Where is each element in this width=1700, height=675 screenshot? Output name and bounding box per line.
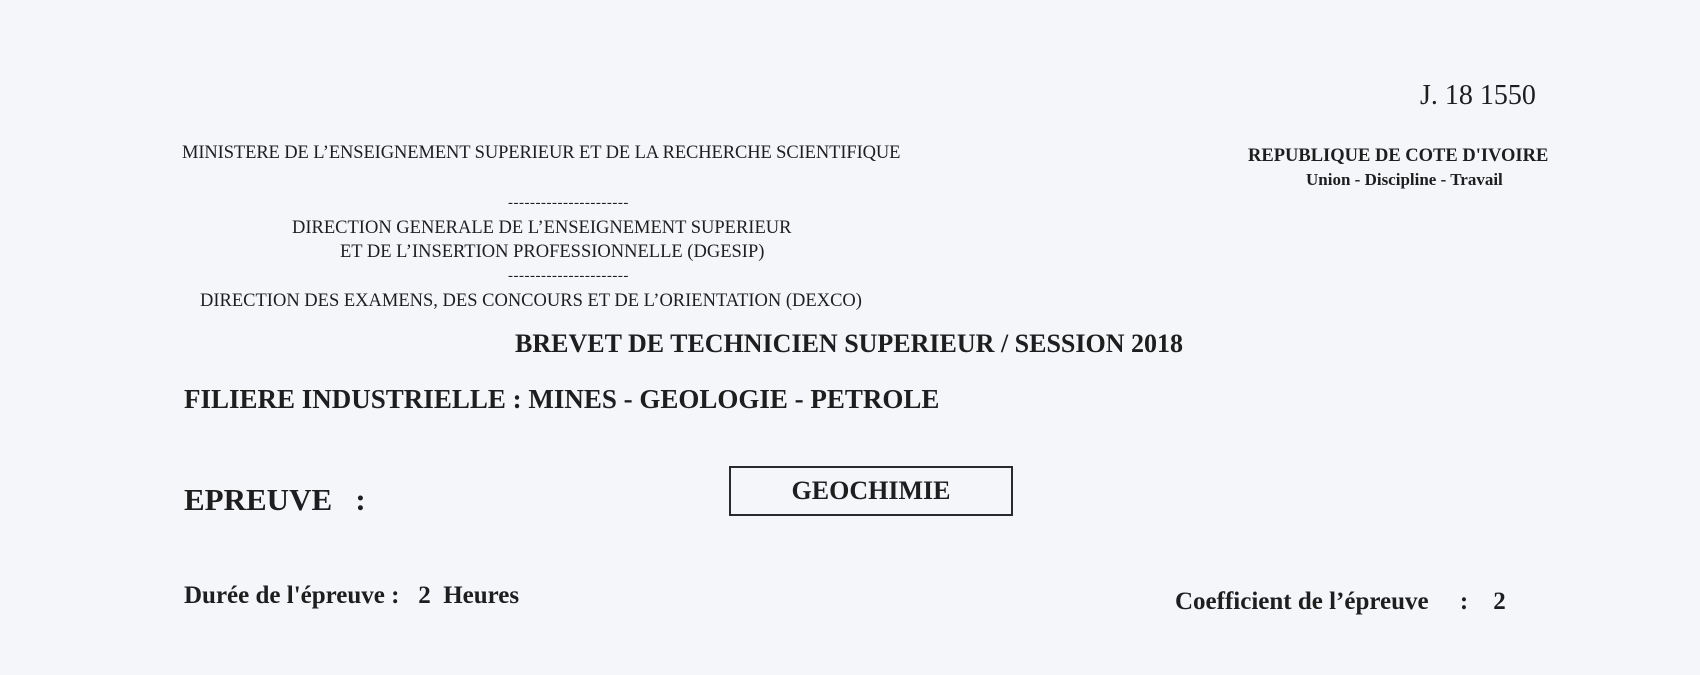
epreuve-label: EPREUVE : [184,482,366,517]
separator-line: ---------------------- [508,195,629,211]
document-reference: J. 18 1550 [1420,80,1536,111]
separator-line: ---------------------- [508,268,629,284]
exam-coefficient: Coefficient de l’épreuve : 2 [1175,588,1506,615]
exam-field: FILIERE INDUSTRIELLE : MINES - GEOLOGIE - PETROLE [184,384,940,414]
subject-name: GEOCHIMIE [791,476,951,505]
directorate-line-2: ET DE L’INSERTION PROFESSIONNELLE (DGESIP) [340,242,765,262]
exam-duration: Durée de l'épreuve : 2 Heures [184,582,520,609]
directorate-line-1: DIRECTION GENERALE DE L’ENSEIGNEMENT SUPERIEUR [292,218,792,238]
national-motto: Union - Discipline - Travail [1306,170,1503,189]
exam-title: BREVET DE TECHNICIEN SUPERIEUR / SESSION 2018 [515,329,1184,358]
republic-heading: REPUBLIQUE DE COTE D'IVOIRE [1248,146,1549,166]
subject-box [729,466,1013,516]
exams-directorate: DIRECTION DES EXAMENS, DES CONCOURS ET DE L’ORIENTATION (DEXCO) [200,291,862,311]
ministry-heading: MINISTERE DE L’ENSEIGNEMENT SUPERIEUR ET DE LA RECHERCHE SCIENTIFIQUE [182,143,901,163]
